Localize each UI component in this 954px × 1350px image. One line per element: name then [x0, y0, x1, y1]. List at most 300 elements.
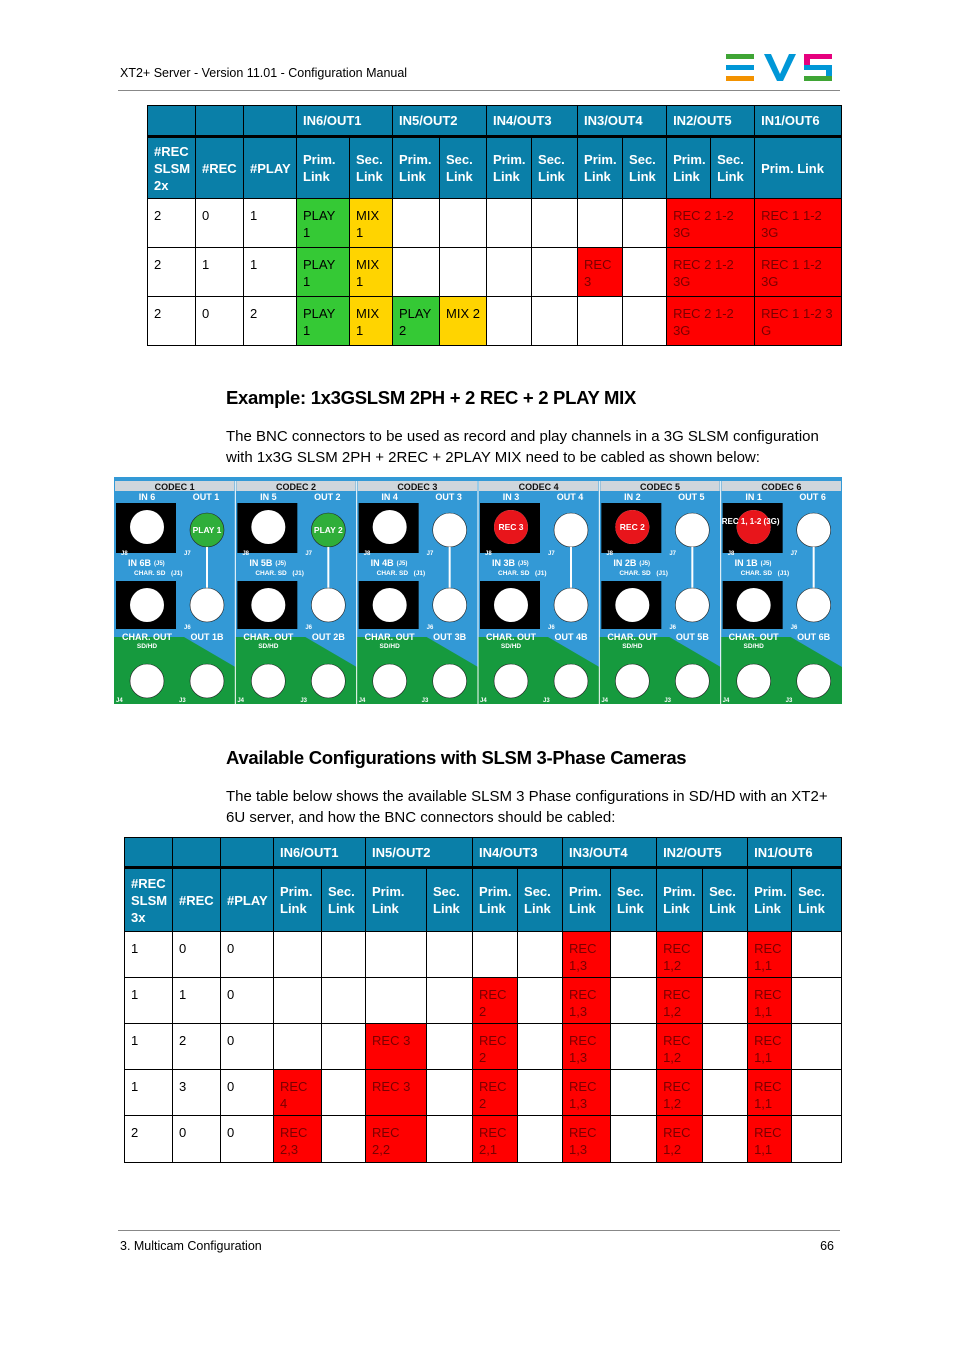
group-header: IN4/OUT3 — [487, 106, 578, 137]
cell-empty — [703, 932, 748, 978]
input-label: IN 1 — [745, 492, 762, 502]
config-table-slsm-3x — [124, 837, 842, 1163]
char-connector — [373, 588, 407, 622]
jack-label-j8: J8 — [121, 551, 128, 557]
output-label: OUT 3 — [435, 492, 462, 502]
cell-play: 2 — [244, 297, 297, 346]
input-label: IN 5 — [260, 492, 277, 502]
cell-empty — [366, 932, 427, 978]
cell-empty — [703, 1070, 748, 1116]
cell-empty — [611, 1116, 657, 1163]
cell-slsm: 1 — [125, 1070, 173, 1116]
output-b-label: OUT 1B — [190, 632, 224, 642]
cell-rec-channel: REC 3 — [366, 1024, 427, 1070]
cell-rec-channel: REC 1,3 — [563, 978, 611, 1024]
cell-empty — [611, 978, 657, 1024]
jack-label-j6: J6 — [790, 625, 798, 631]
col-header: Prim. Link — [578, 137, 623, 199]
group-header: IN5/OUT2 — [366, 838, 473, 868]
char-out-label: CHAR. OUT — [728, 632, 779, 642]
jack-label-j8: J8 — [727, 551, 735, 557]
col-header: Sec. Link — [711, 137, 755, 199]
char-connector — [615, 588, 649, 622]
cell-play: 1 — [244, 248, 297, 297]
output-b-label: OUT 4B — [554, 632, 588, 642]
cell-rec-channel: REC 1,1 — [748, 978, 792, 1024]
jack-label-j4: J4 — [237, 698, 245, 704]
cell-mix-channel: MIX 1 — [350, 297, 393, 346]
cell-play: 0 — [221, 932, 274, 978]
col-header: #PLAY — [244, 137, 297, 199]
jack-label-j5: (J5) — [275, 561, 287, 567]
blank-header — [221, 838, 274, 868]
output-label: OUT 1 — [192, 492, 220, 502]
cell-mix-channel: MIX 1 — [350, 248, 393, 297]
cell-empty — [518, 1070, 563, 1116]
char-connector — [737, 588, 771, 622]
codec-label: CODEC 6 — [761, 482, 802, 492]
cell-rec-channel: REC 1,3 — [563, 1024, 611, 1070]
output-connector — [675, 513, 709, 547]
jack-label-j7: J7 — [790, 551, 798, 557]
col-header: Prim. Link — [393, 137, 440, 199]
cell-empty — [518, 1024, 563, 1070]
output-b-label: OUT 3B — [433, 632, 467, 642]
col-header: Prim. Link — [657, 868, 703, 932]
char-connector — [130, 588, 164, 622]
cell-empty — [578, 199, 623, 248]
cell-rec-channel: REC 1,1 — [748, 1070, 792, 1116]
cell-empty — [623, 199, 667, 248]
jack-label-j5: (J5) — [396, 561, 408, 567]
page-number: 66 — [820, 1239, 834, 1253]
char-out-connector — [737, 664, 771, 698]
char-sd-label: CHAR. SD — [255, 570, 287, 577]
input-connector — [130, 510, 164, 544]
cell-slsm: 2 — [148, 199, 196, 248]
sd-hd-label: SD/HD — [258, 643, 279, 650]
sd-hd-label: SD/HD — [743, 643, 764, 650]
rec-connector — [737, 510, 771, 544]
cell-empty — [792, 978, 842, 1024]
cell-empty — [440, 199, 487, 248]
group-header: IN5/OUT2 — [393, 106, 487, 137]
col-header: Prim. Link — [366, 868, 427, 932]
table-row — [148, 297, 842, 346]
table-row — [148, 248, 842, 297]
codec-label: CODEC 4 — [518, 482, 559, 492]
jack-label-j7: J7 — [669, 551, 677, 557]
cell-rec-channel: REC 1,1 — [748, 1116, 792, 1163]
input-b-label: IN 4B — [370, 558, 394, 568]
col-header: Prim. Link — [667, 137, 711, 199]
jack-label-j1: (J1) — [292, 570, 304, 577]
cell-empty — [518, 932, 563, 978]
output-label: OUT 4 — [556, 492, 584, 502]
jack-label-j1: (J1) — [535, 570, 547, 577]
col-header: Prim. Link — [563, 868, 611, 932]
col-header: #REC SLSM 3x — [125, 868, 173, 932]
cell-rec: 1 — [196, 248, 244, 297]
output-label: OUT 2 — [314, 492, 341, 502]
section-title-example: Example: 1x3GSLSM 2PH + 2 REC + 2 PLAY MIX — [226, 387, 636, 408]
output-connector — [433, 513, 467, 547]
cell-rec-channel: REC 3 — [578, 248, 623, 297]
footer-rule — [118, 1230, 840, 1231]
col-header: Sec. Link — [518, 868, 563, 932]
char-sd-label: CHAR. SD — [376, 570, 409, 577]
cell-rec-channel: REC 1,2 — [657, 978, 703, 1024]
cell-rec-channel: REC 4 — [274, 1070, 322, 1116]
jack-label-j7: J7 — [548, 551, 555, 557]
char-out-connector — [615, 664, 649, 698]
jack-label-j3: J3 — [421, 698, 429, 704]
col-header: Sec. Link — [792, 868, 842, 932]
sd-hd-label: SD/HD — [379, 643, 400, 650]
blank-header — [173, 838, 221, 868]
cell-empty — [578, 297, 623, 346]
cell-empty — [623, 248, 667, 297]
table-row — [125, 978, 842, 1024]
char-out-label: CHAR. OUT — [364, 632, 415, 642]
cell-empty — [532, 297, 578, 346]
output-b-connector — [190, 588, 224, 622]
output-label: OUT 5 — [678, 492, 705, 502]
cell-empty — [322, 1024, 366, 1070]
char-out-label: CHAR. OUT — [607, 632, 658, 642]
cell-rec: 3 — [173, 1070, 221, 1116]
cell-slsm: 2 — [125, 1116, 173, 1163]
sd-hd-label: SD/HD — [500, 643, 522, 650]
output-connector — [797, 513, 831, 547]
cell-empty — [792, 932, 842, 978]
input-label: IN 2 — [624, 492, 641, 502]
cell-mix-channel: MIX 1 — [350, 199, 393, 248]
col-header: Sec. Link — [440, 137, 487, 199]
group-header: IN6/OUT1 — [297, 106, 393, 137]
table-row — [125, 932, 842, 978]
output-b-label: OUT 6B — [797, 632, 831, 642]
cell-empty — [532, 248, 578, 297]
input-b-label: IN 2B — [613, 558, 637, 568]
cell-empty — [427, 1024, 473, 1070]
input-label: IN 4 — [381, 492, 398, 502]
blank-header — [148, 106, 196, 137]
jack-label-j8: J8 — [242, 551, 250, 557]
cell-rec-channel: REC 2,1 — [473, 1116, 518, 1163]
group-header: IN2/OUT5 — [657, 838, 748, 868]
jack-label-j8: J8 — [485, 551, 492, 557]
group-header: IN6/OUT1 — [274, 838, 366, 868]
jack-label-j4: J4 — [601, 698, 609, 704]
jack-label-j1: (J1) — [656, 570, 668, 577]
rec-connector-label: REC 3 — [498, 522, 524, 532]
output-3-connector — [797, 664, 831, 698]
output-b-connector — [675, 588, 709, 622]
output-3-connector — [675, 664, 709, 698]
cell-empty — [611, 1024, 657, 1070]
jack-label-j5: (J5) — [518, 561, 529, 567]
char-connector — [494, 588, 528, 622]
col-header: Sec. Link — [322, 868, 366, 932]
jack-label-j7: J7 — [426, 551, 434, 557]
group-header: IN1/OUT6 — [748, 838, 842, 868]
jack-label-j4: J4 — [722, 698, 730, 704]
cell-empty — [487, 297, 532, 346]
cell-rec-channel: REC 2 — [473, 1070, 518, 1116]
col-header: Prim. Link — [274, 868, 322, 932]
cell-rec-channel: REC 1,2 — [657, 932, 703, 978]
cell-empty — [274, 978, 322, 1024]
col-header: Prim. Link — [755, 137, 842, 199]
cell-rec-channel: REC 2 — [473, 978, 518, 1024]
cell-slsm: 2 — [148, 248, 196, 297]
col-header: Sec. Link — [623, 137, 667, 199]
jack-label-j6: J6 — [548, 625, 555, 631]
jack-label-j6: J6 — [669, 625, 677, 631]
play-connector-label: PLAY 2 — [313, 525, 343, 535]
jack-label-j8: J8 — [363, 551, 371, 557]
output-3-connector — [311, 664, 345, 698]
jack-label-j5: (J5) — [639, 561, 651, 567]
col-header: Sec. Link — [532, 137, 578, 199]
col-header: #REC — [196, 137, 244, 199]
cell-empty — [366, 978, 427, 1024]
group-header: IN2/OUT5 — [667, 106, 755, 137]
cell-rec: 0 — [173, 932, 221, 978]
cell-rec-channel: REC 1 1-2 3G — [755, 248, 842, 297]
cell-empty — [322, 1070, 366, 1116]
cell-empty — [611, 1070, 657, 1116]
char-connector — [251, 588, 285, 622]
codec-label: CODEC 3 — [397, 482, 438, 492]
group-header: IN3/OUT4 — [563, 838, 657, 868]
cell-empty — [792, 1116, 842, 1163]
output-b-connector — [433, 588, 467, 622]
play-connector-label: PLAY 1 — [192, 525, 222, 535]
jack-label-j4: J4 — [116, 698, 123, 704]
char-out-connector — [130, 664, 164, 698]
cell-play: 0 — [221, 1070, 274, 1116]
cell-empty — [274, 1024, 322, 1070]
codec-label: CODEC 2 — [275, 482, 317, 492]
jack-label-j3: J3 — [179, 698, 186, 704]
jack-label-j3: J3 — [785, 698, 793, 704]
cell-slsm: 1 — [125, 978, 173, 1024]
jack-label-j1: (J1) — [777, 570, 790, 577]
cell-slsm: 1 — [125, 932, 173, 978]
char-out-label: CHAR. OUT — [122, 632, 172, 642]
cell-empty — [518, 1116, 563, 1163]
evs-logo — [726, 54, 834, 82]
cell-play: 0 — [221, 1116, 274, 1163]
char-sd-label: CHAR. SD — [619, 570, 651, 577]
cell-empty — [792, 1024, 842, 1070]
char-out-label: CHAR. OUT — [243, 632, 294, 642]
col-header: Prim. Link — [487, 137, 532, 199]
jack-label-j5: (J5) — [154, 561, 165, 567]
input-b-label: IN 6B — [127, 558, 151, 568]
config-table-slsm-2x — [147, 105, 842, 346]
cell-empty — [518, 978, 563, 1024]
output-b-label: OUT 5B — [675, 632, 709, 642]
output-3-connector — [554, 664, 588, 698]
output-3-connector — [433, 664, 467, 698]
jack-label-j3: J3 — [300, 698, 308, 704]
cell-empty — [532, 199, 578, 248]
char-out-connector — [373, 664, 407, 698]
bnc-connector-diagram — [114, 477, 842, 704]
input-b-label: IN 1B — [734, 558, 758, 568]
jack-label-j7: J7 — [184, 551, 191, 557]
input-b-label: IN 3B — [491, 558, 515, 568]
cell-empty — [393, 248, 440, 297]
col-header: Sec. Link — [611, 868, 657, 932]
input-b-label: IN 5B — [249, 558, 273, 568]
cell-empty — [274, 932, 322, 978]
footer-section: 3. Multicam Configuration — [120, 1239, 262, 1253]
cell-rec-channel: REC 2,3 — [274, 1116, 322, 1163]
cell-empty — [440, 248, 487, 297]
output-b-connector — [311, 588, 345, 622]
cell-rec-channel: REC 1 1-2 3 G — [755, 297, 842, 346]
cell-empty — [703, 1024, 748, 1070]
cell-empty — [487, 199, 532, 248]
jack-label-j1: (J1) — [413, 570, 426, 577]
cell-play-channel: PLAY 1 — [297, 297, 350, 346]
cell-rec-channel: REC 1,2 — [657, 1116, 703, 1163]
cell-rec-channel: REC 1,3 — [563, 932, 611, 978]
cell-empty — [623, 297, 667, 346]
cell-rec-channel: REC 1,3 — [563, 1070, 611, 1116]
jack-label-j6: J6 — [184, 625, 191, 631]
cell-rec-channel: REC 2 1-2 3G — [667, 199, 755, 248]
char-sd-label: CHAR. SD — [498, 570, 530, 577]
jack-label-j6: J6 — [426, 625, 434, 631]
cell-empty — [703, 978, 748, 1024]
col-header: Sec. Link — [703, 868, 748, 932]
cell-play: 0 — [221, 978, 274, 1024]
col-header: #REC — [173, 868, 221, 932]
rec-connector-label: REC 2 — [619, 522, 645, 532]
table-row — [125, 1116, 842, 1163]
output-3-connector — [190, 664, 224, 698]
output-connector — [554, 513, 588, 547]
cell-empty — [322, 978, 366, 1024]
codec-label: CODEC 1 — [154, 482, 195, 492]
jack-label-j7: J7 — [305, 551, 313, 557]
cell-rec-channel: REC 1,2 — [657, 1024, 703, 1070]
cell-slsm: 2 — [148, 297, 196, 346]
output-label: OUT 6 — [799, 492, 826, 502]
header-title: XT2+ Server - Version 11.01 - Configuration Manual — [120, 66, 408, 80]
sd-hd-label: SD/HD — [136, 643, 158, 650]
cell-empty — [473, 932, 518, 978]
char-sd-label: CHAR. SD — [740, 570, 773, 577]
jack-label-j4: J4 — [358, 698, 366, 704]
cell-rec: 0 — [173, 1116, 221, 1163]
cell-slsm: 1 — [125, 1024, 173, 1070]
input-connector — [251, 510, 285, 544]
cell-rec: 1 — [173, 978, 221, 1024]
cell-mix-channel: MIX 2 — [440, 297, 487, 346]
jack-label-j6: J6 — [305, 625, 313, 631]
cell-rec-channel: REC 1,2 — [657, 1070, 703, 1116]
char-sd-label: CHAR. SD — [134, 570, 166, 577]
cell-play-channel: PLAY 1 — [297, 248, 350, 297]
char-out-label: CHAR. OUT — [486, 632, 536, 642]
input-label: IN 6 — [138, 492, 156, 502]
jack-label-j4: J4 — [480, 698, 487, 704]
cell-play: 1 — [244, 199, 297, 248]
section-text-example: The BNC connectors to be used as record and play channels in a 3G SLSM configuration with 1x3G SLSM 2PH + 2REC + 2PLAY MIX need to be cabled as shown below: — [226, 428, 819, 466]
output-b-connector — [554, 588, 588, 622]
col-header: Prim. Link — [748, 868, 792, 932]
cell-rec-channel: REC 1,1 — [748, 1024, 792, 1070]
cell-rec: 2 — [173, 1024, 221, 1070]
col-header: Prim. Link — [473, 868, 518, 932]
cell-rec-channel: REC 1 1-2 3G — [755, 199, 842, 248]
cell-empty — [427, 1116, 473, 1163]
cell-empty — [611, 932, 657, 978]
sd-hd-label: SD/HD — [622, 643, 643, 650]
cell-empty — [427, 932, 473, 978]
section-title-3phase: Available Configurations with SLSM 3-Phase Cameras — [226, 747, 687, 768]
output-b-connector — [797, 588, 831, 622]
cell-empty — [792, 1070, 842, 1116]
table-row — [125, 1070, 842, 1116]
header-rule — [118, 90, 840, 91]
cell-rec-channel: REC 2 1-2 3G — [667, 297, 755, 346]
jack-label-j3: J3 — [543, 698, 550, 704]
cell-empty — [703, 1116, 748, 1163]
group-header: IN4/OUT3 — [473, 838, 563, 868]
cell-empty — [393, 199, 440, 248]
rec-connector-label: REC 1, 1-2 (3G) — [721, 517, 780, 526]
col-header: Sec. Link — [350, 137, 393, 199]
cell-play-channel: PLAY 2 — [393, 297, 440, 346]
jack-label-j3: J3 — [664, 698, 672, 704]
col-header: Prim. Link — [297, 137, 350, 199]
col-header: #PLAY — [221, 868, 274, 932]
table-row — [148, 199, 842, 248]
cell-rec-channel: REC 3 — [366, 1070, 427, 1116]
blank-header — [244, 106, 297, 137]
cell-empty — [322, 1116, 366, 1163]
cell-play: 0 — [221, 1024, 274, 1070]
col-header: Sec. Link — [427, 868, 473, 932]
char-out-connector — [494, 664, 528, 698]
input-label: IN 3 — [502, 492, 520, 502]
blank-header — [196, 106, 244, 137]
cell-rec-channel: REC 1,3 — [563, 1116, 611, 1163]
jack-label-j1: (J1) — [171, 570, 183, 577]
input-connector — [373, 510, 407, 544]
cell-rec: 0 — [196, 297, 244, 346]
cell-rec-channel: REC 2 1-2 3G — [667, 248, 755, 297]
group-header: IN1/OUT6 — [755, 106, 842, 137]
codec-label: CODEC 5 — [639, 482, 681, 492]
table-row — [125, 1024, 842, 1070]
cell-empty — [487, 248, 532, 297]
jack-label-j8: J8 — [606, 551, 614, 557]
col-header: #REC SLSM 2x — [148, 137, 196, 199]
cell-empty — [427, 1070, 473, 1116]
char-out-connector — [251, 664, 285, 698]
blank-header — [125, 838, 173, 868]
cell-empty — [322, 932, 366, 978]
cell-rec-channel: REC 1,1 — [748, 932, 792, 978]
